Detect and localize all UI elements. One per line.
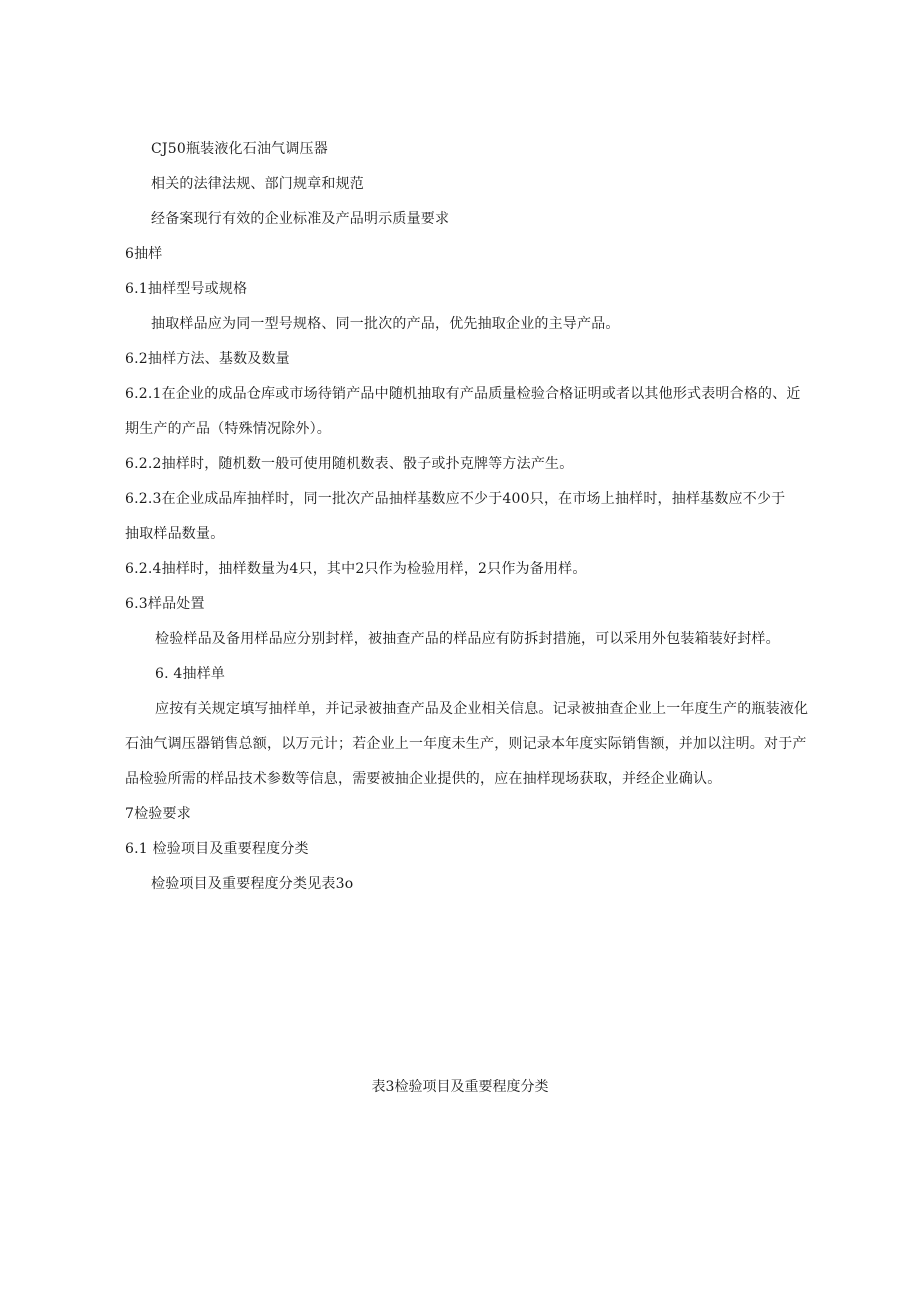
heading-6-3: 6.3样品处置 bbox=[125, 596, 205, 612]
paragraph-6-1: 抽取样品应为同一型号规格、同一批次的产品，优先抽取企业的主导产品。 bbox=[151, 316, 620, 332]
paragraph-6-2-3: 6.2.3在企业成品库抽样时，同一批次产品抽样基数应不少于400只，在市场上抽样时，抽样基数应不少于 bbox=[125, 491, 786, 507]
heading-6-2: 6.2抽样方法、基数及数量 bbox=[125, 351, 290, 367]
paragraph-6-2-4: 6.2.4抽样时，抽样数量为4只，其中2只作为检验用样，2只作为备用样。 bbox=[125, 561, 587, 577]
reference-item-cj50: CJ50瓶装液化石油气调压器 bbox=[151, 141, 328, 157]
paragraph-6-4-line3: 品检验所需的样品技术参数等信息，需要被抽企业提供的，应在抽样现场获取，并经企业确认。 bbox=[125, 771, 722, 787]
paragraph-6-2-1-cont: 期生产的产品（特殊情况除外）。 bbox=[125, 421, 331, 437]
heading-6-4: 6. 4抽样单 bbox=[155, 666, 226, 682]
reference-item-laws: 相关的法律法规、部门规章和规范 bbox=[151, 176, 364, 192]
heading-6-sampling: 6抽样 bbox=[125, 246, 163, 262]
heading-7-1: 6.1 检验项目及重要程度分类 bbox=[125, 841, 309, 857]
heading-6-1: 6.1抽样型号或规格 bbox=[125, 281, 248, 297]
table-caption: 表3检验项目及重要程度分类 bbox=[371, 1079, 549, 1095]
paragraph-6-4-line1: 应按有关规定填写抽样单，并记录被抽查产品及企业相关信息。记录被抽查企业上一年度生产的瓶装液化 bbox=[155, 701, 809, 717]
paragraph-6-4-line2: 石油气调压器销售总额，以万元计；若企业上一年度未生产，则记录本年度实际销售额，并加以注明。对于产 bbox=[125, 736, 807, 752]
paragraph-6-2-3-cont: 抽取样品数量。 bbox=[125, 526, 225, 542]
paragraph-6-3: 检验样品及备用样品应分别封样，被抽查产品的样品应有防拆封措施，可以采用外包装箱装好封样。 bbox=[155, 631, 780, 647]
paragraph-7-1: 检验项目及重要程度分类见表3o bbox=[151, 876, 354, 892]
heading-7-requirements: 7检验要求 bbox=[125, 806, 191, 822]
paragraph-6-2-2: 6.2.2抽样时，随机数一般可使用随机数表、骰子或扑克牌等方法产生。 bbox=[125, 456, 574, 472]
paragraph-6-2-1: 6.2.1在企业的成品仓库或市场待销产品中随机抽取有产品质量检验合格证明或者以其他形式表明合格的、近 bbox=[125, 386, 801, 402]
reference-item-standards: 经备案现行有效的企业标准及产品明示质量要求 bbox=[151, 211, 450, 227]
